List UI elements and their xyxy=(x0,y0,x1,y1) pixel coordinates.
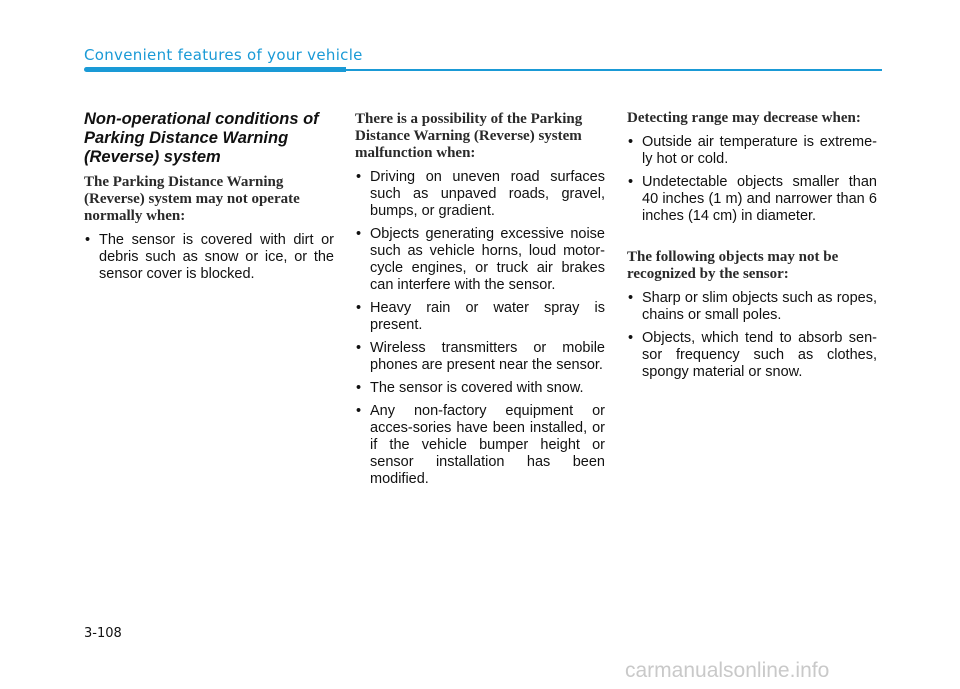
bullet-list xyxy=(84,232,334,283)
list-item: • The sensor is covered with dirt or debris such as snow or ice, or the sensor cover is blocked. xyxy=(84,232,334,283)
subhead-may-not-operate: The Parking Distance Warning (Reverse) system may not operate normally when: xyxy=(84,174,300,224)
list-item: • Heavy rain or water spray is present. xyxy=(355,300,605,334)
list-item: • Outside air temperature is extreme-ly hot or cold. xyxy=(627,134,877,168)
subhead-malfunction: There is a possibility of the Parking Distance Warning (Reverse) system malfunction when: xyxy=(355,111,583,161)
bullet-list xyxy=(627,290,877,381)
page-number: 3-108 xyxy=(84,626,122,641)
column-right xyxy=(627,110,877,387)
list-item: • Sharp or slim objects such as ropes, chains or small poles. xyxy=(627,290,877,324)
section-title: Non-operational conditions of Parking Distance Warning (Reverse) system xyxy=(84,110,319,166)
subhead-not-recognized: The following objects may not be recognized by the sensor: xyxy=(627,249,839,282)
list-item: • Any non-factory equipment or acces-sories have been installed, or if the vehicle bumper height or sensor installation has been modified. xyxy=(355,403,605,488)
list-item: • Wireless transmitters or mobile phones are present near the sensor. xyxy=(355,340,605,374)
list-item: • Driving on uneven road surfaces such as unpaved roads, gravel, bumps, or gradient. xyxy=(355,169,605,220)
column-middle xyxy=(355,110,605,494)
header-title: Convenient features of your vehicle xyxy=(84,46,363,64)
list-item: • Undetectable objects smaller than 40 inches (1 m) and narrower than 6 inches (14 cm) in diameter. xyxy=(627,174,877,225)
column-left xyxy=(84,110,334,289)
bullet-list xyxy=(627,134,877,225)
subhead-detecting-range: Detecting range may decrease when: xyxy=(627,110,861,126)
header-rule-line xyxy=(346,69,882,71)
list-item: • The sensor is covered with snow. xyxy=(355,380,605,397)
bullet-list xyxy=(355,169,605,488)
list-item: • Objects, which tend to absorb sen-sor frequency such as clothes, spongy material or snow. xyxy=(627,330,877,381)
watermark-text: carmanualsonline.info xyxy=(625,659,830,682)
list-item: • Objects generating excessive noise such as vehicle horns, loud motor-cycle engines, or truck air brakes can interfere with the sensor. xyxy=(355,226,605,294)
header-accent-bar xyxy=(84,67,346,72)
